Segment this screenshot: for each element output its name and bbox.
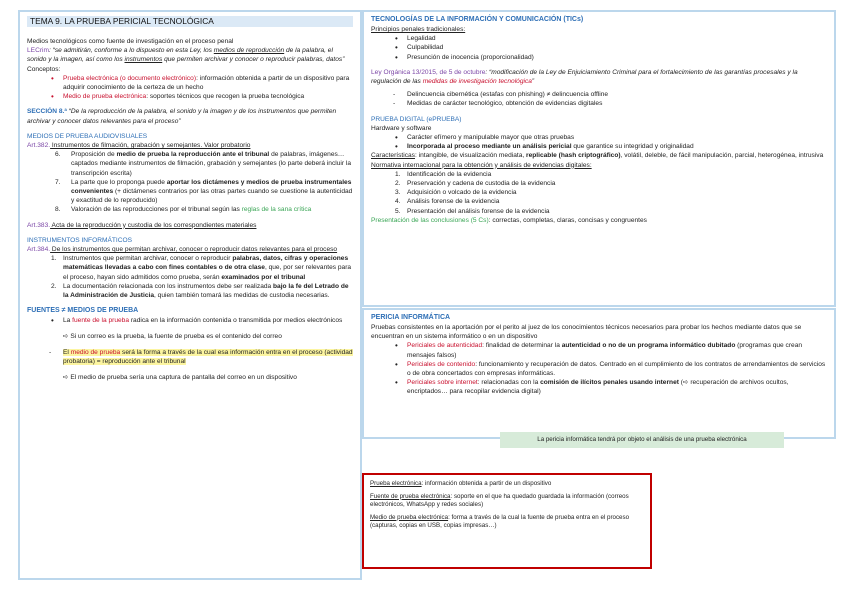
intro-text: Medios tecnológicos como fuente de investigación en el proceso penal [27, 38, 234, 45]
item-number: 7. [55, 178, 61, 186]
lecrim-text-2: medios de reproducción [213, 47, 285, 55]
item-text: de palabras, imágenes… captados mediante instrumentos de filmación, grabación y semejantes (lo parte deberá incluir la transcripción escrita) [71, 151, 352, 177]
item-text: : funcionamiento y recuperación de datos. Centrado en el cumplimiento de los contratos de arrendamientos de servicios o de obra concertados con empresas informáticas. [407, 360, 826, 378]
lo-end: ” [531, 78, 535, 86]
item-text: Preservación y cadena de custodia de la evidencia [407, 180, 556, 188]
list-item: 1. Identificación de la evidencia [395, 170, 492, 178]
concepts-label: Conceptos: [27, 65, 61, 73]
left-column [18, 10, 362, 580]
list-item [27, 150, 353, 178]
item-text: El [63, 348, 71, 356]
art382 [27, 141, 353, 150]
item-term: Periciales sobre internet [407, 379, 478, 387]
list-item [27, 282, 353, 300]
list-item [27, 205, 353, 214]
list-item [27, 316, 353, 325]
list-item: 5. Presentación del análisis forense de la evidencia [395, 207, 550, 215]
lecrim-text-3: de la palabra, el sonido y la imagen, así como los [27, 47, 333, 64]
item-term: fuente de la prueba [72, 317, 129, 325]
lecrim-label: LECrim [27, 47, 49, 55]
concepts-list [27, 74, 353, 102]
art382-list [27, 150, 353, 214]
item-text: Adquisición o volcado de la evidencia [407, 189, 517, 197]
item-text: (+ dictámenes contrarios por las otras partes cuando se cuestione la autenticidad y exactitud de lo reproducido) [71, 188, 353, 205]
item-text: (➪ recuperación de archivos ocultos, encriptados… para recopilar evidencia digital) [407, 379, 789, 396]
list-item [27, 92, 353, 101]
lecrim-text-1: : “se admitirán, conforme a lo dispuesto en esta Ley, los [48, 47, 214, 55]
art383 [27, 221, 353, 230]
fm2-arrow-note: ➪ El medio de prueba sería una captura de pantalla del correo en un dispositivo [63, 373, 297, 381]
item-bold: Incorporada al proceso mediante un análisis pericial [407, 143, 572, 151]
item-number: 8. [55, 206, 61, 214]
art384-list [27, 254, 353, 300]
item-number: 1. [51, 255, 57, 263]
lecrim-text-5: que permiten archivar y conocer o reproducir palabras, datos” [162, 56, 345, 64]
list-item: 2. Preservación y cadena de custodia de la evidencia [395, 180, 556, 188]
item-text: La documentación relacionada con los instrumentos debe ser realizada [63, 282, 274, 290]
principles-label: Principios penales tradicionales: [371, 26, 466, 33]
tic-section [362, 10, 836, 307]
art382-label: Art.382. [27, 142, 51, 150]
car-text: , volátil, deleble, de fácil manipulación, parcial, heterogénea, intrusiva [620, 152, 824, 160]
list-item: 3. Adquisición o volcado de la evidencia [395, 189, 517, 197]
art384-label: Art.384. [27, 246, 51, 254]
item-number: 2. [51, 282, 57, 290]
item-bold: examinados por el tribunal [221, 273, 306, 281]
item-bold: palabras, datos, cifras y operaciones matemáticas llevadas a cabo con fines contables o de otra clase [63, 255, 349, 272]
item-text: La parte que lo proponga puede [71, 178, 167, 186]
lo-text: : “modificación de la Ley de Enjuiciamiento Criminal para el fortalecimiento de las garantías procesales y la regulación de las [371, 68, 798, 86]
definition-term: Medio de prueba electrónica [370, 513, 449, 521]
lo-paragraph [371, 68, 828, 86]
tic-dash-list [371, 90, 828, 108]
art383-text: Acta de la reproducción y custodia de los correspondientes materiales [50, 221, 257, 229]
item-text: La [63, 317, 73, 325]
item-text: , quien también tomará las medidas de custodia necesarias. [154, 292, 330, 300]
item-bold: bajo la fe del Letrado de la Administración de Justicia [63, 282, 349, 300]
fm-list [27, 316, 353, 325]
car-bold: replicable (hash criptográfico) [526, 152, 621, 160]
tic-heading: TECNOLOGÍAS DE LA INFORMACIÓN Y COMUNICACIÓN (TICs) [371, 16, 584, 23]
pericia-note: La pericia informática tendrá por objeto el análisis de una prueba electrónica [500, 432, 784, 448]
concept-term: Prueba electrónica (o documento electrónico) [63, 74, 197, 82]
list-item: 4. Análisis forense de la evidencia [395, 198, 500, 206]
list-item [371, 341, 828, 359]
car-paragraph [371, 151, 828, 160]
pd-list [371, 133, 828, 151]
art384 [27, 245, 353, 254]
item-text: : finalidad de determinar la [482, 342, 562, 350]
item-text: será la forma a través de la cual esa información entra en el proceso (actividad probatoria) = reproducción ante el tribunal [63, 348, 353, 366]
item-bold: medio de prueba la reproducción ante el tribunal [116, 151, 270, 159]
principles-list [371, 34, 828, 62]
item-text: que garantice su integridad y originalidad [571, 143, 694, 151]
item-term: Periciales de contenido [407, 360, 476, 368]
list-item [27, 254, 353, 282]
definition-text: : información obtenida a partir de un dispositivo [421, 480, 552, 487]
item-text: Identificación de la evidencia [407, 170, 492, 178]
list-item: • Legalidad [371, 34, 828, 43]
car-text: : intangible, de visualización mediata, [414, 152, 527, 160]
art382-text: Instrumentos de filmación, grabación y semejantes. Valor probatorio [50, 142, 251, 150]
fm1-arrow-note: ➪ Si un correo es la prueba, la fuente de prueba es el contenido del correo [63, 333, 282, 341]
pericia-section [362, 308, 836, 439]
page-title: TEMA 9. LA PRUEBA PERICIAL TECNOLÓGICA [27, 16, 353, 27]
hw-text: Hardware y software [371, 124, 432, 132]
item-text: radica en la información contenida o transmitida por medios electrónicos [129, 317, 343, 325]
lecrim-text-4: instrumentos [124, 56, 163, 64]
item-text: : relacionadas con la [477, 379, 541, 387]
list-item [27, 74, 353, 92]
item-text: Valoración de las reproducciones por el tribunal según las [71, 206, 242, 214]
section-8-text: “De la reproducción de la palabra, el sonido y la imagen y de los instrumentos que permiten archivar y conocer datos relevantes para el proceso” [27, 108, 337, 125]
definition-term: Fuente de prueba electrónica [370, 492, 451, 500]
lo-red: medidas de investigación tecnológica [422, 78, 532, 86]
item-bold: aportar los dictámenes y medios de prueba instrumentales convenientes [71, 178, 352, 196]
list-item: • Presunción de inocencia (proporcionalidad) [371, 53, 828, 62]
item-bold: autenticidad o no de un programa informático dubitado [561, 342, 736, 350]
list-item [371, 378, 828, 396]
item-term: medio de prueba [70, 348, 121, 356]
list-item [27, 178, 353, 206]
item-green: reglas de la sana crítica [241, 206, 312, 214]
concept-text: : soportes técnicos que recogen la prueba tecnológica [146, 93, 305, 101]
section-8 [27, 107, 353, 125]
fm-heading: FUENTES ≠ MEDIOS DE PRUEBA [27, 307, 139, 315]
item-text: , que, por ser relevantes para el proceso, hayan sido admitidos como prueba, serán [63, 264, 352, 281]
item-text: (programas que crean mensajes falsos) [407, 342, 803, 359]
pd-heading: PRUEBA DIGITAL (ePRUEBA) [371, 115, 462, 123]
pi-intro: Pruebas consistentes en la aportación por el perito al juez de los conocimientos técnicos necesarios para probar los hechos mediante datos que se encuentran en un sistema informático o en un dispositivo [371, 324, 802, 341]
item-number: 6. [55, 151, 61, 159]
list-item [371, 360, 828, 378]
inf-heading: INSTRUMENTOS INFORMÁTICOS [27, 236, 133, 244]
definition-2 [370, 493, 644, 510]
list-item: - Delincuencia cibernética (estafas con phishing) ≠ delincuencia offline [371, 90, 828, 99]
item-text: Proposición de [71, 151, 117, 159]
lo-label: Ley Orgánica 13/2015, de 5 de octubre [371, 68, 486, 76]
definition-1 [370, 480, 644, 489]
norm-label: Normativa internacional para la obtención y análisis de evidencias digitales: [371, 161, 592, 169]
definition-term: Prueba electrónica [370, 480, 422, 487]
item-text: Presentación del análisis forense de la evidencia [407, 207, 550, 215]
item-term: Periciales de autenticidad [407, 342, 483, 350]
item-text: Análisis forense de la evidencia [407, 198, 500, 206]
list-item: • Carácter efímero y manipulable mayor que otras pruebas [371, 133, 828, 142]
list-item [371, 142, 828, 151]
art383-label: Art.383. [27, 221, 51, 229]
pi-list [371, 341, 828, 396]
fm-list-2 [27, 348, 353, 366]
concept-term: Medio de prueba electrónica [63, 93, 147, 101]
conclusions-text: : correctas, completas, claras, concisas y congruentes [488, 216, 647, 224]
list-item: • Culpabilidad [371, 43, 828, 52]
lecrim-quote [27, 46, 353, 64]
definition-3 [370, 514, 644, 531]
conclusions [371, 216, 828, 225]
item-bold: comisión de ilícitos penales usando internet [540, 379, 679, 387]
av-heading: MEDIOS DE PRUEBA AUDIOVISUALES [27, 132, 148, 140]
pi-heading: PERICIA INFORMÁTICA [371, 314, 451, 321]
list-item [27, 348, 353, 366]
definitions-box [362, 473, 652, 569]
norm-list [371, 170, 828, 216]
section-8-label: SECCIÓN 8.ª [27, 108, 67, 116]
item-text: Instrumentos que permitan archivar, conocer o reproducir [63, 255, 233, 263]
car-label: Características [371, 152, 415, 160]
list-item: - Medidas de carácter tecnológico, obtención de evidencias digitales [371, 99, 828, 108]
concept-text: : información obtenida a partir de un dispositivo para adquirir conocimiento de la certeza de un hecho [63, 74, 350, 92]
art384-text: De los instrumentos que permitan archivar, conocer o reproducir datos relevantes para el proceso [50, 246, 338, 254]
conclusions-label: Presentación de las conclusiones (5 Cs) [371, 216, 489, 224]
definition-text: : forma a través de la cual la fuente de prueba entra en el proceso (capturas, copias en USB, copias impresas…) [370, 513, 630, 530]
definition-text: : soporte en el que ha quedado guardada la información (correos electrónicos, WhatsApp y redes sociales) [370, 492, 629, 509]
